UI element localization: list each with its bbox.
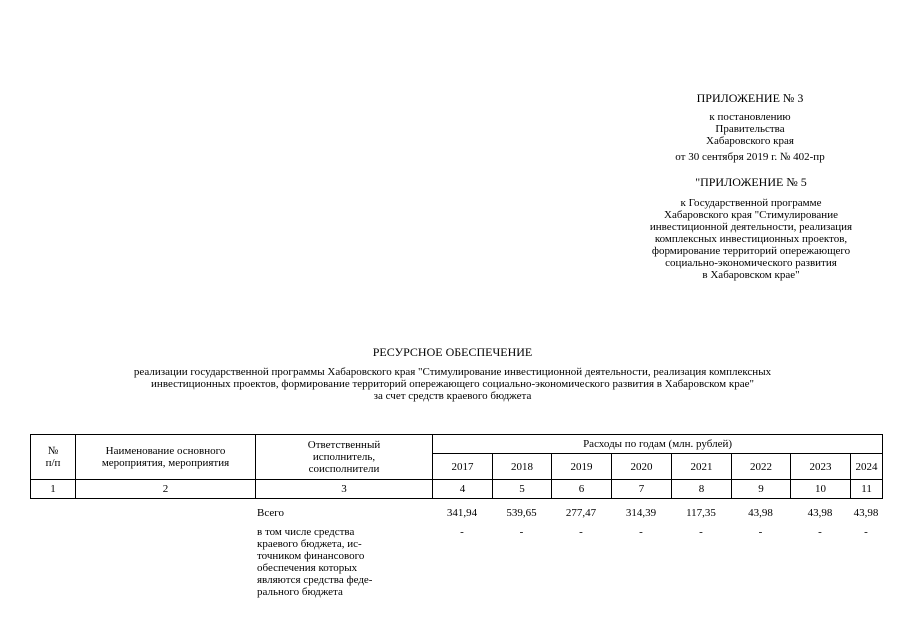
value-cell: 314,39 (625, 507, 657, 519)
program-reference-block (620, 197, 882, 281)
value-cell: - (579, 526, 583, 538)
year-header: 2018 (493, 454, 552, 480)
decree-block (690, 111, 810, 147)
program-line: к Государственной программе (680, 197, 822, 209)
year-header: 2022 (732, 454, 791, 480)
decree-line: Правительства (715, 123, 785, 135)
appendix-3-title: ПРИЛОЖЕНИЕ № 3 (696, 91, 804, 105)
year-header: 2020 (612, 454, 672, 480)
column-index: 9 (732, 480, 791, 499)
value-cell: - (519, 526, 524, 538)
value-cell: 539,65 (506, 507, 537, 519)
appendix-5-title: "ПРИЛОЖЕНИЕ № 5 (695, 175, 807, 189)
decree-line: к постановлению (709, 111, 791, 123)
document-title: РЕСУРСНОЕ ОБЕСПЕЧЕНИЕ (372, 345, 533, 359)
value-cell: - (758, 526, 763, 538)
subtitle-line: реализации государственной программы Хабаровского края "Стимулирование инвестиционной деятельности, реализация комплексных (133, 366, 772, 378)
resource-table-header (30, 434, 883, 499)
col-executor-header: Ответственный исполнитель, соисполнители (256, 435, 433, 480)
value-cell: - (699, 526, 703, 538)
subtitle-line: за счет средств краевого бюджета (373, 390, 532, 402)
row-label: Всего (257, 507, 284, 519)
value-cell: 43,98 (853, 507, 879, 519)
column-index: 10 (791, 480, 851, 499)
year-header: 2023 (791, 454, 851, 480)
program-line: инвестиционной деятельности, реализация (649, 221, 853, 233)
value-cell: - (818, 526, 822, 538)
decree-date: от 30 сентября 2019 г. № 402-пр (675, 151, 825, 163)
year-header: 2021 (672, 454, 732, 480)
expenses-header: Расходы по годам (млн. рублей) (433, 435, 883, 454)
program-line: в Хабаровском крае" (702, 269, 800, 281)
column-index: 2 (76, 480, 256, 499)
value-cell: - (460, 526, 464, 538)
program-line: Хабаровского края "Стимулирование (664, 209, 838, 221)
program-line: социально-экономического развития (665, 257, 837, 269)
value-cell: - (639, 526, 643, 538)
table-row-federal (30, 526, 882, 598)
subtitle-line: инвестиционных проектов, формирование территорий опережающего социально-экономического развития в Хабаровском крае" (151, 378, 754, 390)
decree-line: Хабаровского края (706, 135, 794, 147)
column-index: 1 (31, 480, 76, 499)
column-index: 11 (851, 480, 883, 499)
column-index: 5 (493, 480, 552, 499)
resource-table-body (30, 507, 882, 598)
value-cell: 43,98 (748, 507, 773, 519)
value-cell: 43,98 (807, 507, 833, 519)
value-cell: - (864, 526, 868, 538)
col-name-header: Наименование основного мероприятия, мероприятия (76, 435, 256, 480)
program-line: формирование территорий опережающего (651, 245, 851, 257)
column-index: 4 (433, 480, 493, 499)
document-subtitle (60, 366, 845, 402)
year-header: 2024 (851, 454, 883, 480)
table-row-total (30, 507, 882, 526)
col-number-header: № п/п (31, 435, 76, 480)
program-line: комплексных инвестиционных проектов, (654, 233, 848, 245)
year-header: 2019 (552, 454, 612, 480)
row-label: в том числе средства краевого бюджета, ис- точником финансового обеспечения которых являются средства феде- рального бюджета (257, 526, 373, 598)
column-index: 3 (256, 480, 433, 499)
year-header: 2017 (433, 454, 493, 480)
column-index: 6 (552, 480, 612, 499)
value-cell: 277,47 (565, 507, 597, 519)
value-cell: 117,35 (686, 507, 716, 519)
column-index: 7 (612, 480, 672, 499)
column-index: 8 (672, 480, 732, 499)
value-cell: 341,94 (446, 507, 478, 519)
